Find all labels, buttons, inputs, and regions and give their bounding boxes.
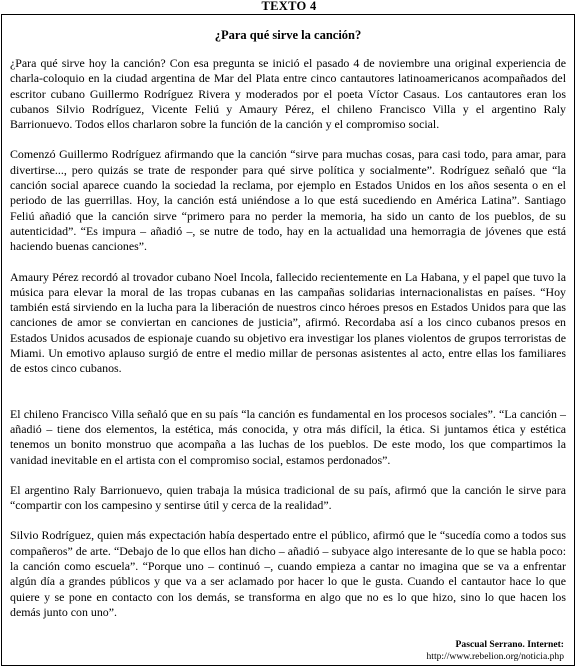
article-source bbox=[427, 639, 565, 662]
source-url: http://www.rebelion.org/noticia.php bbox=[426, 650, 564, 662]
article-paragraph-4: El chileno Francisco Villa señaló que en su país “la canción es fundamental en los procesos sociales”. “La canción – añadió – tiene dos elementos, la estética, más conocida, y otra más difícil, la ética. Si juntamos ética y estética tenemos un bonito monstruo que acompaña a las luchas de los pueblos. De este modo, los que compartimos la vanidad inevitable en el artista con el compromiso social, estamos perdonados”. bbox=[10, 406, 566, 467]
document-heading: TEXTO 4 bbox=[261, 0, 317, 13]
article-title: ¿Para qué sirve la canción? bbox=[214, 28, 362, 42]
article-paragraph-5: El argentino Raly Barrionuevo, quien trabaja la música tradicional de su país, afirmó que la canción le sirve para “compartir con los campesino y sentirse útil y cerca de la realidad”. bbox=[10, 482, 566, 513]
article-frame bbox=[1, 14, 575, 666]
article-paragraph-1: ¿Para qué sirve hoy la canción? Con esa pregunta se inició el pasado 4 de noviembre una original experiencia de charla-coloquio en la ciudad argentina de Mar del Plata entre cinco cantautores latinoamericanos acompañados del escritor cubano Guillermo Rodríguez Rivera y moderados por el poeta Víctor Casaus. Los cantautores eran los cubanos Silvio Rodríguez, Vicente Feliú y Amaury Pérez, el chileno Francisco Villa y el argentino Raly Barrionuevo. Todos ellos charlaron sobre la función de la canción y el compromiso social. bbox=[10, 56, 566, 132]
article-paragraph-2: Comenzó Guillermo Rodríguez afirmando que la canción “sirve para muchas cosas, para casi todo, para amar, para divertirse..., pero quizás se trate de responder para qué sirve política y socialmente”. Rodríguez señaló que “la canción social aparece cuando la sociedad la reclama, por ejemplo en Estados Unidos en los años sesenta o en el periodo de las guerrillas. Hoy, la canción está uniéndose a lo que está sucediendo en América Latina”. Santiago Feliú añadió que la canción sirve “primero para no perder la memoria, ha sido un canto de los pueblos, de su autenticidad”. “Es impura – añadió –, se nutre de todo, hay en la actualidad una hemorragia de jóvenes que está haciendo buenas canciones”. bbox=[10, 147, 566, 254]
article-paragraph-3: Amaury Pérez recordó al trovador cubano Noel Incola, fallecido recientemente en La Habana, y el papel que tuvo la música para elevar la moral de las tropas cubanas en las campañas solidarias internacionalistas en países. “Hoy también está sirviendo en la lucha para la liberación de nuestros cinco héroes presos en Estados Unidos para que las canciones de amor se conviertan en canciones de justicia”, afirmó. Recordaba así a los cinco cubanos presos en Estados Unidos acusados de espionaje cuando su objetivo era investigar los planes violentos de grupos terroristas de Miami. Un emotivo aplauso surgió de entre el medio millar de personas asistentes al acto, entre ellas los familiares de estos cinco cubanos. bbox=[10, 269, 566, 376]
article-paragraph-6: Silvio Rodríguez, quien más expectación había despertado entre el público, afirmó que le “sucedía como a todos sus compañeros” de arte. “Debajo de lo que ellos han dicho – añadió – subyace algo interesante de lo que se habla poco: la canción como escuela”. “Porque uno – continuó –, cuando empieza a cantar no imagina que se va a enfrentar algún día a grandes públicos y que va a ser aclamado por hacer lo que le gusta. Cuando el cantautor hace lo que quiere y se pone en contacto con los demás, se transforma en algo que no es lo que hizo, sino lo que hacen los demás junto con uno”. bbox=[10, 528, 566, 619]
source-author: Pascual Serrano. Internet: bbox=[455, 639, 564, 650]
